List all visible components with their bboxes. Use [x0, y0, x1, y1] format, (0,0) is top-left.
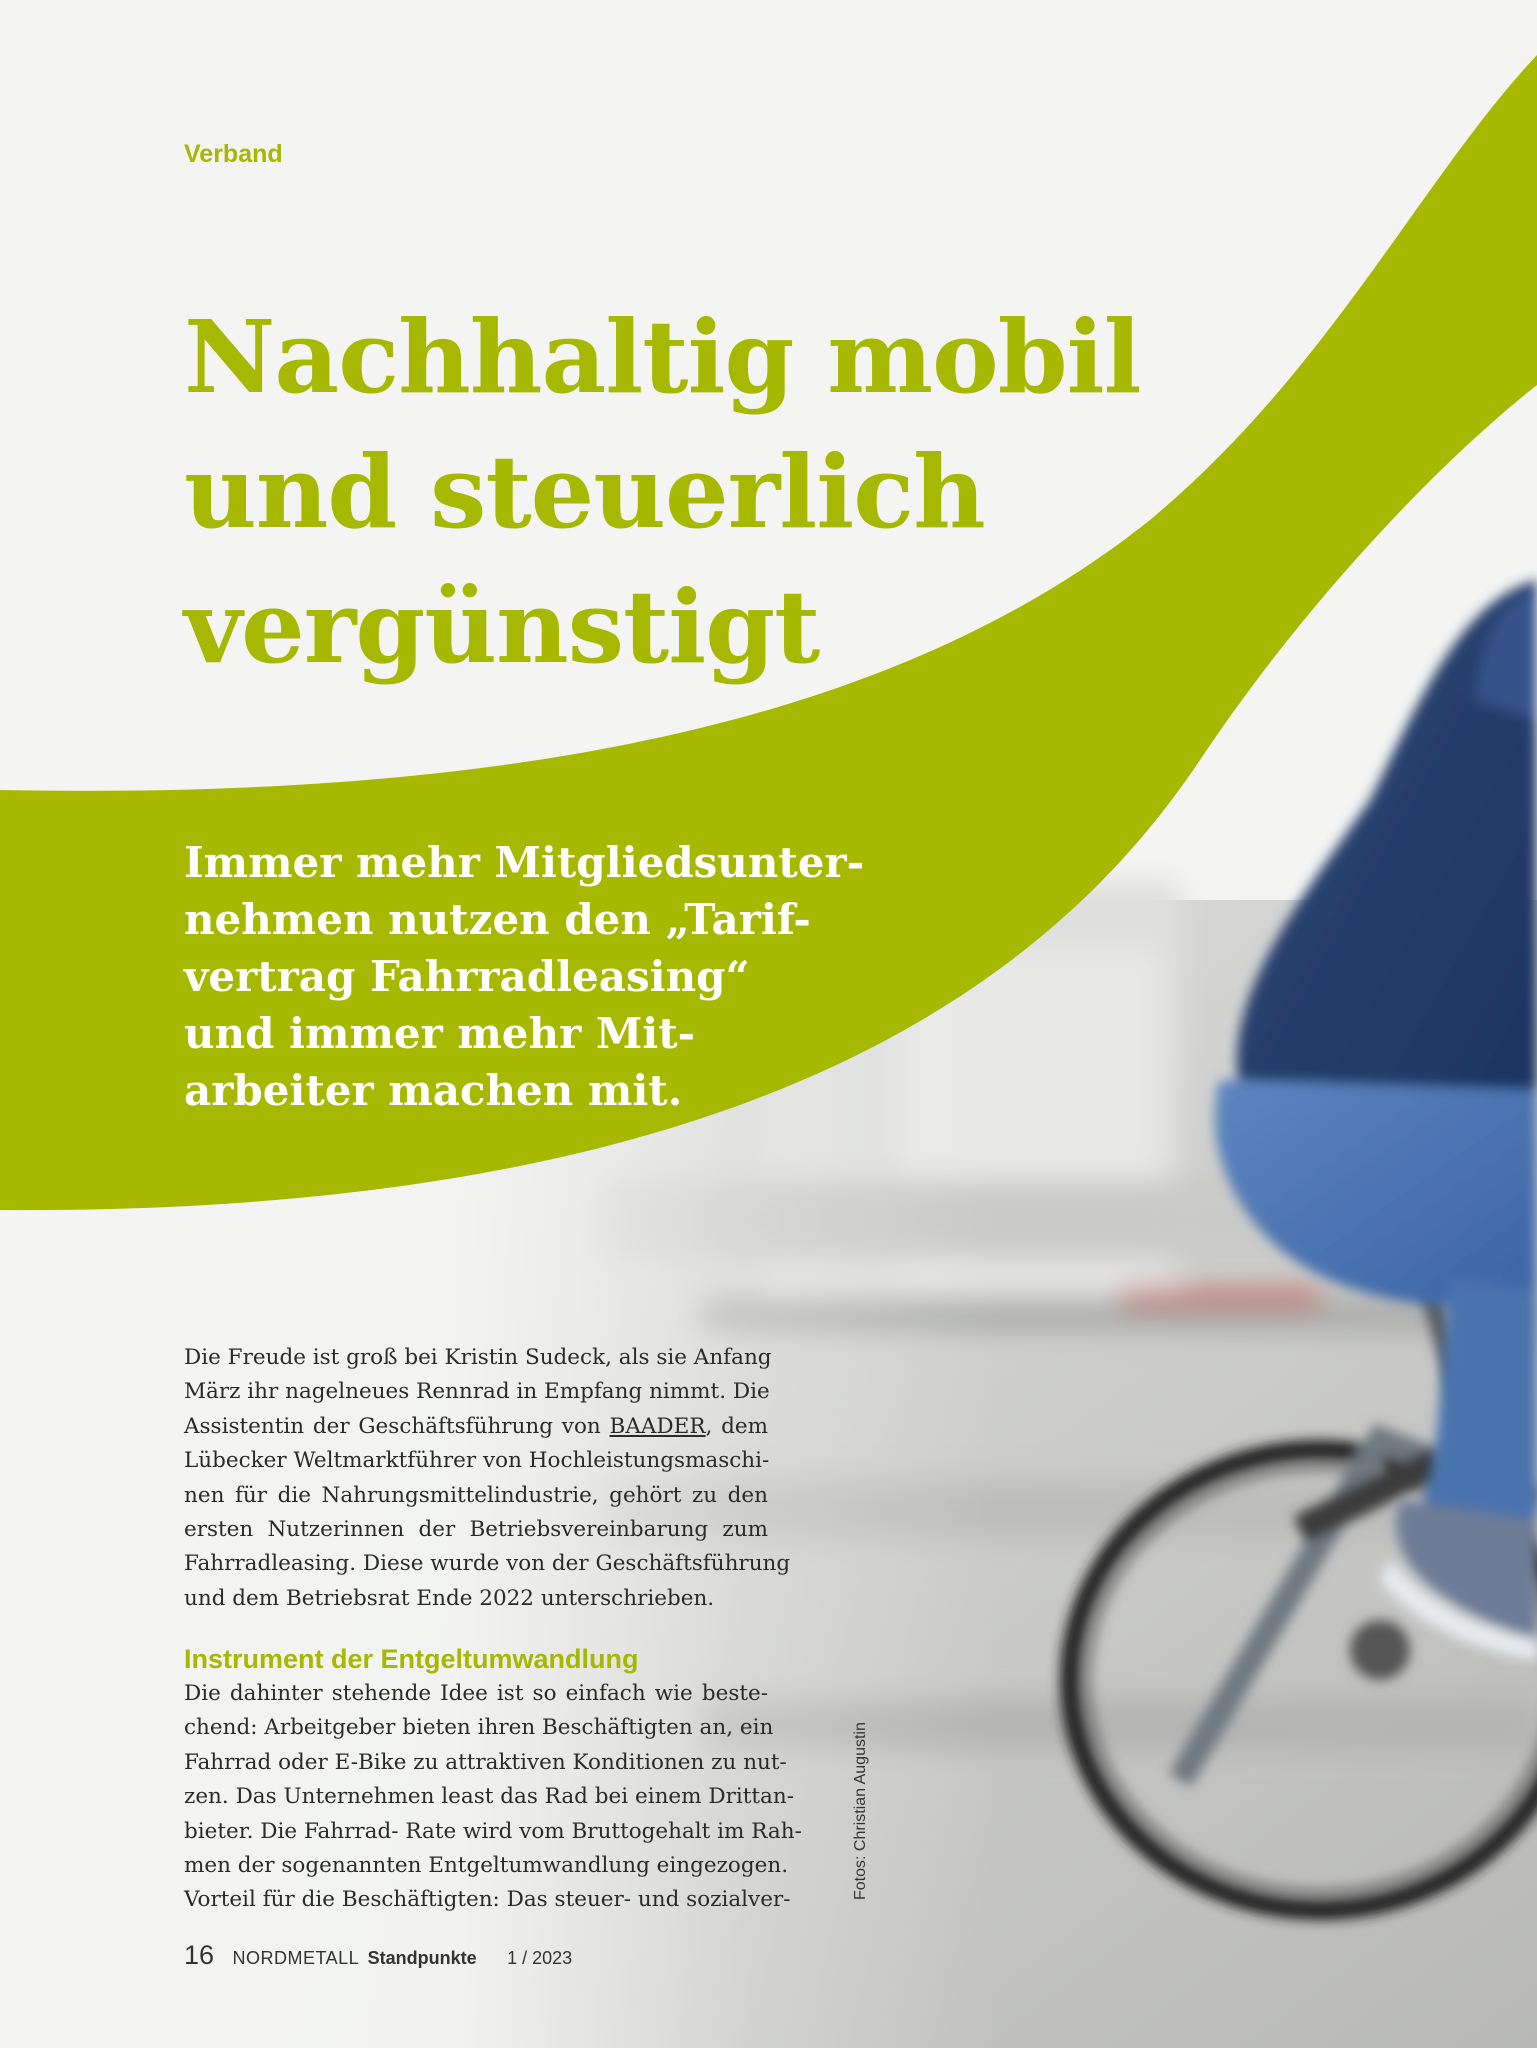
text-line	[184, 1410, 768, 1444]
issue-number: 1 / 2023	[507, 1948, 573, 1968]
text-fragment: , dem	[705, 1413, 768, 1439]
photo-credit: Fotos: Christian Augustin	[852, 1722, 869, 1900]
text-line: Lübecker Weltmarktführer von Hochleistungsmaschi-	[184, 1448, 770, 1474]
lead-line: arbeiter machen mit.	[184, 1066, 683, 1115]
lead-line: vertrag Fahrradleasing“	[184, 952, 750, 1001]
text-line: Die dahinter stehende Idee ist so einfach wie beste-	[184, 1681, 768, 1706]
headline-line-2: und steuerlich	[184, 433, 985, 551]
text-line: zen. Das Unternehmen least das Rad bei einem Drittan-	[184, 1784, 794, 1810]
text-fragment: Assistentin der Geschäftsführung von	[184, 1413, 610, 1439]
text-line: chend: Arbeitgeber bieten ihren Beschäftigten an, ein	[184, 1715, 774, 1741]
text-line: Fahrrad oder E-Bike zu attraktiven Konditionen zu nut-	[184, 1749, 787, 1775]
lead-line: Immer mehr Mitgliedsunter-	[184, 838, 865, 887]
page-number: 16	[184, 1940, 215, 1970]
company-link[interactable]: BAADER	[609, 1413, 706, 1439]
text-line: nen für die Nahrungsmittelindustrie, gehört zu den	[184, 1482, 768, 1508]
text-line: ersten Nutzerinnen der Betriebsvereinbarung zum	[184, 1517, 768, 1543]
magazine-name: Standpunkte	[367, 1948, 477, 1968]
subheading: Instrument der Entgeltumwandlung	[184, 1644, 639, 1674]
headline-line-1: Nachhaltig mobil	[184, 298, 1141, 416]
lead-text	[184, 834, 924, 1119]
section-label: Verband	[184, 140, 283, 168]
page-footer	[184, 1940, 572, 1971]
headline	[184, 290, 1184, 695]
paragraph-1	[184, 1341, 791, 1616]
text-line: Vorteil für die Beschäftigten: Das steuer- und sozialver-	[184, 1887, 791, 1913]
text-line: März ihr nagelneues Rennrad in Empfang nimmt. Die	[184, 1379, 770, 1405]
paragraph-2	[184, 1677, 802, 1918]
headline-line-3: vergünstigt	[184, 568, 820, 686]
lead-line: und immer mehr Mit-	[184, 1009, 696, 1058]
lead-line: nehmen nutzen den „Tarif-	[184, 895, 811, 944]
text-line: Die Freude ist groß bei Kristin Sudeck, als sie Anfang	[184, 1345, 772, 1370]
text-line: und dem Betriebsrat Ende 2022 unterschrieben.	[184, 1585, 715, 1611]
text-line: bieter. Die Fahrrad- Rate wird vom Bruttogehalt im Rah-	[184, 1818, 802, 1844]
publisher-name: NORDMETALL	[232, 1948, 360, 1968]
text-line: Fahrradleasing. Diese wurde von der Geschäftsführung	[184, 1551, 791, 1577]
text-line: men der sogenannten Entgeltumwandlung eingezogen.	[184, 1853, 789, 1879]
